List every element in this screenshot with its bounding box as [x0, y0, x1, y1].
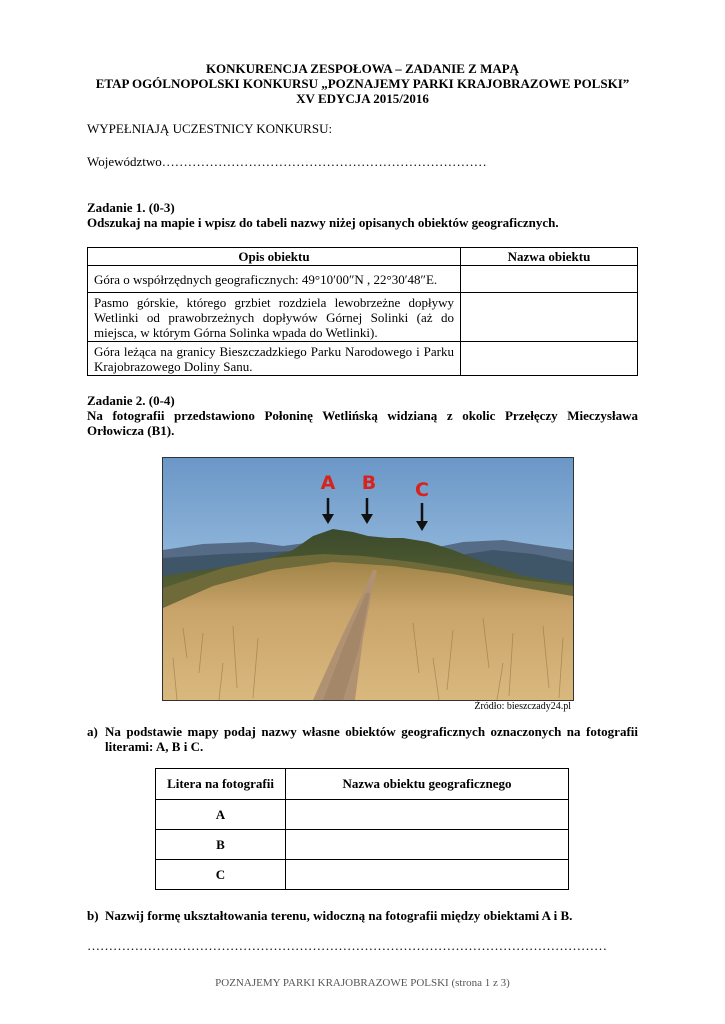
task1-row-2-answer[interactable]	[461, 293, 638, 342]
task1-title: Zadanie 1. (0-3)	[87, 200, 175, 215]
task2-row-a-answer[interactable]	[286, 800, 569, 830]
participants-label: WYPEŁNIAJĄ UCZESTNICY KONKURSU:	[87, 121, 333, 136]
sub-a-text: Na podstawie mapy podaj nazwy własne obiektów geograficznych oznaczonych na fotografii literami: A, B i C.	[105, 724, 638, 754]
page-footer: POZNAJEMY PARKI KRAJOBRAZOWE POLSKI (strona 1 z 3)	[215, 977, 510, 989]
task1-row-1-description: Góra o współrzędnych geograficznych: 49°10′00″N , 22°30′48″E.	[88, 266, 461, 293]
task2-col-letter: Litera na fotografii	[156, 769, 286, 800]
task2-row-c-letter: C	[156, 860, 286, 890]
photo-label-b: B	[361, 472, 377, 494]
task1-instruction: Odszukaj na mapie i wpisz do tabeli nazwy niżej opisanych obiektów geograficznych.	[87, 215, 559, 230]
header-line-1: KONKURENCJA ZESPOŁOWA – ZADANIE Z MAPĄ	[205, 61, 520, 76]
province-field[interactable]: Województwo…………………………………………………………………	[87, 154, 487, 169]
task2-row-b-letter: B	[156, 830, 286, 860]
task2-row-b-answer[interactable]	[286, 830, 569, 860]
task1-table	[87, 247, 638, 376]
answer-line[interactable]: …………………………………………………………………………………………………………	[87, 938, 607, 953]
task2-row-c-answer[interactable]	[286, 860, 569, 890]
task2-table	[155, 768, 569, 890]
landscape-photo	[162, 457, 574, 701]
photo-label-a: A	[320, 472, 336, 494]
photo-source: Źródło: bieszczady24.pl	[474, 701, 571, 712]
task1-row-1-answer[interactable]	[461, 266, 638, 293]
task1-row-3-answer[interactable]	[461, 342, 638, 376]
sub-a-marker: a)	[87, 724, 98, 739]
task2-instruction: Na fotografii przedstawiono Połoninę Wetlińską widzianą z okolic Przełęczy Mieczysława Orłowicza (B1).	[87, 408, 638, 438]
task1-row-3-description: Góra leżąca na granicy Bieszczadzkiego Parku Narodowego i Parku Krajobrazowego Doliny Sanu.	[88, 342, 461, 376]
header-line-2: ETAP OGÓLNOPOLSKI KONKURSU „POZNAJEMY PARKI KRAJOBRAZOWE POLSKI”	[95, 76, 630, 91]
header-line-3: XV EDYCJA 2015/2016	[296, 91, 429, 106]
task2-row-a-letter: A	[156, 800, 286, 830]
task1-col-description: Opis obiektu	[88, 248, 461, 266]
sub-b-marker: b)	[87, 908, 99, 923]
task1-col-name: Nazwa obiektu	[461, 248, 638, 266]
sub-b-text: Nazwij formę ukształtowania terenu, widoczną na fotografii między obiektami A i B.	[105, 908, 573, 923]
task2-col-name: Nazwa obiektu geograficznego	[286, 769, 569, 800]
task2-title: Zadanie 2. (0-4)	[87, 393, 175, 408]
photo-label-c: C	[415, 479, 429, 501]
task1-row-2-description: Pasmo górskie, którego grzbiet rozdziela lewobrzeżne dopływy Wetlinki od prawobrzeżnych dopływów Górnej Solinki (aż do miejsca, w którym Górna Solinka wpada do Wetlinki).	[88, 293, 461, 342]
